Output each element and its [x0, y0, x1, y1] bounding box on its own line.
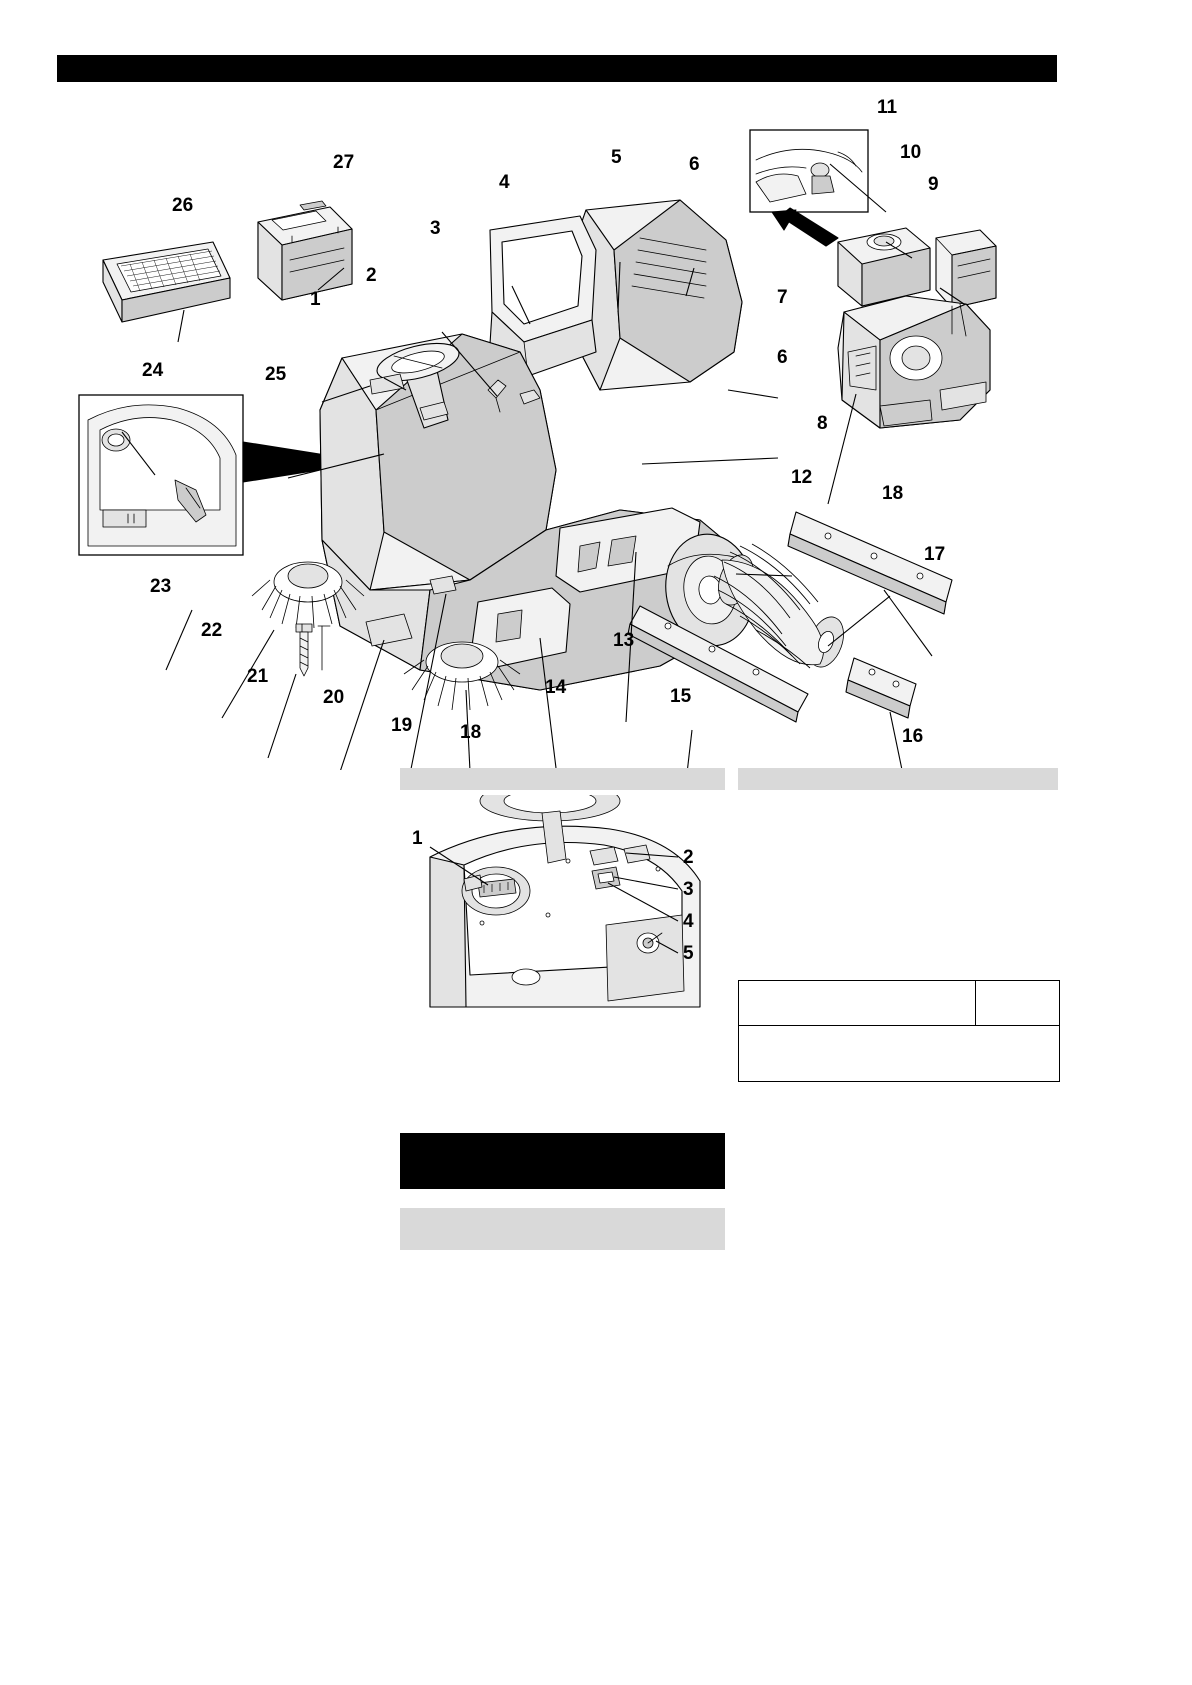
callout-21: 20 — [323, 687, 345, 708]
part-27-flat-filter — [103, 242, 230, 322]
callout-5: 5 — [611, 147, 622, 168]
callout-15: 15 — [670, 686, 692, 707]
callout-22: 21 — [247, 666, 269, 687]
callout-18: 18 — [882, 483, 904, 504]
callout-6-right: 6 — [777, 347, 788, 368]
callout-7: 7 — [777, 287, 788, 308]
warning-note-black — [400, 1133, 725, 1189]
callout-27: 26 — [172, 195, 194, 216]
part-engine-assembly — [838, 228, 996, 428]
callout-20: 19 — [391, 715, 413, 736]
inset-box-right — [750, 130, 868, 246]
callout-9: 9 — [928, 174, 939, 195]
panel-callout-4: 4 — [683, 911, 694, 932]
callout-26: 25 — [265, 364, 287, 385]
panel-callout-1: 1 — [412, 828, 423, 849]
panel-callout-2: 2 — [683, 847, 694, 868]
panel-right-header — [738, 768, 1058, 790]
spec-table — [738, 980, 1060, 1082]
callout-28: 27 — [333, 152, 355, 173]
panel-callout-5: 5 — [683, 943, 694, 964]
top-banner — [57, 55, 1057, 82]
part-28-battery — [258, 201, 352, 300]
callout-19: 18 — [460, 722, 482, 743]
callout-8: 8 — [817, 413, 828, 434]
callout-23: 22 — [201, 620, 223, 641]
control-panel-figure — [400, 795, 725, 1025]
parts-diagram-figure — [0, 90, 1192, 770]
callout-16: 16 — [902, 726, 924, 747]
panel-left-header — [400, 768, 725, 790]
callout-2: 2 — [366, 265, 377, 286]
callout-17: 17 — [924, 544, 946, 565]
callout-3: 3 — [430, 218, 441, 239]
callout-1: 1 — [310, 289, 321, 310]
table-horizontal-divider — [739, 1025, 1059, 1026]
callout-4: 4 — [499, 172, 510, 193]
callout-24: 23 — [150, 576, 172, 597]
callout-12: 12 — [791, 467, 813, 488]
callout-25: 24 — [142, 360, 164, 381]
part-22-screw — [296, 624, 330, 676]
warning-note-gray — [400, 1208, 725, 1250]
part-16-strip-short — [846, 658, 916, 718]
callout-10: 10 — [900, 142, 922, 163]
callout-6-top: 6 — [689, 154, 700, 175]
callout-14: 14 — [545, 677, 567, 698]
callout-11: 11 — [877, 97, 898, 118]
callout-13: 13 — [613, 630, 635, 651]
table-vertical-divider — [975, 981, 976, 1025]
panel-callout-3: 3 — [683, 879, 694, 900]
